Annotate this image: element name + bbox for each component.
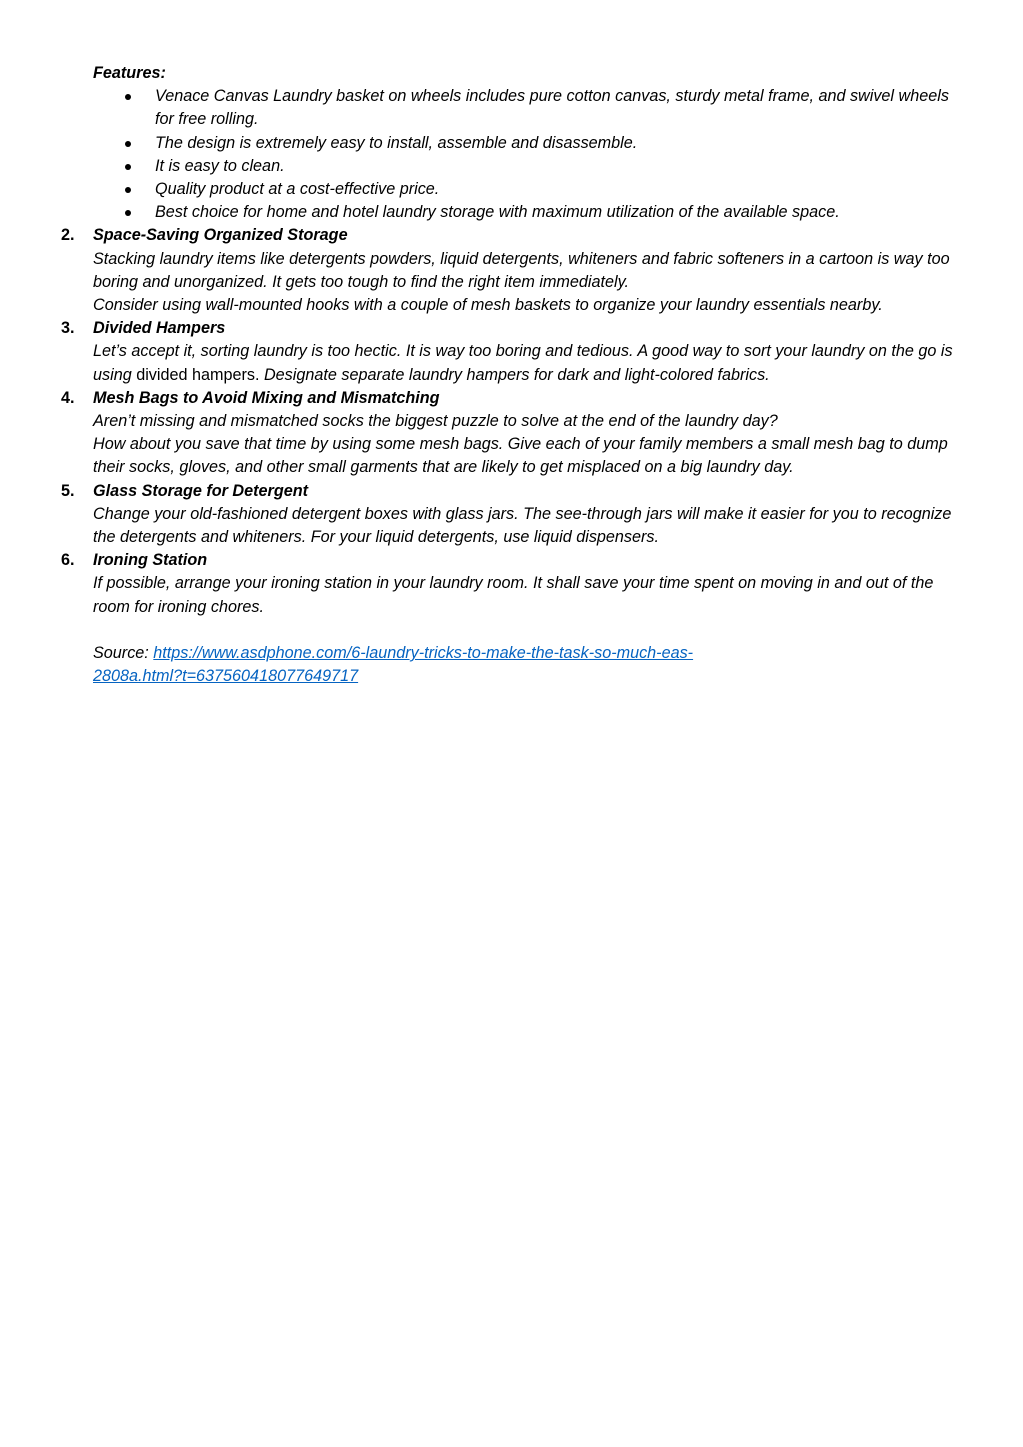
list-item [155, 155, 963, 178]
paragraph-text: Let’s accept it, sorting laundry is too hectic. It is way too boring and tedious. A good way to sort your laundry on the go is using [93, 342, 953, 384]
section-title: Divided Hampers [93, 319, 226, 338]
paragraph-text-upright: divided hampers. [136, 365, 260, 384]
list-item [155, 132, 963, 155]
list-item [155, 85, 963, 131]
section-number: 6. [61, 551, 75, 570]
bullet-icon [125, 94, 131, 100]
section-ironing-station [61, 549, 963, 619]
section-paragraph: Consider using wall-mounted hooks with a couple of mesh baskets to organize your laundry essentials nearby. [93, 296, 883, 315]
bullet-icon [125, 141, 131, 147]
section-mesh-bags [61, 387, 963, 480]
section-paragraph: Stacking laundry items like detergents powders, liquid detergents, whiteners and fabric softeners in a cartoon is way too boring and unorganized. It gets too tough to find the right item immediately. [93, 249, 950, 291]
features-list [93, 85, 963, 224]
section-paragraph: How about you save that time by using some mesh bags. Give each of your family members a small mesh bag to dump their socks, gloves, and other small garments that are likely to get misplaced on a big laundry day. [93, 435, 948, 477]
section-number: 5. [61, 481, 75, 500]
section-paragraph: Aren’t missing and mismatched socks the biggest puzzle to solve at the end of the laundry day? [93, 412, 778, 431]
section-paragraph [93, 340, 963, 386]
bullet-icon [125, 187, 131, 193]
source-url-line-1: https://www.asdphone.com/6-laundry-tricks-to-make-the-task-so-much-eas- [153, 644, 694, 663]
section-glass-storage [61, 480, 963, 550]
section-space-saving-storage [61, 224, 963, 317]
bullet-icon [125, 210, 131, 216]
paragraph-text: Designate separate laundry hampers for dark and light-colored fabrics. [259, 365, 770, 384]
features-heading: Features: [93, 64, 166, 82]
feature-text: Venace Canvas Laundry basket on wheels includes pure cotton canvas, sturdy metal frame, and swivel wheels for free rolling. [155, 87, 949, 129]
section-divided-hampers [61, 317, 963, 387]
section-title: Glass Storage for Detergent [93, 481, 308, 500]
source-label: Source: [93, 644, 154, 663]
source-citation [93, 642, 963, 688]
list-item [155, 201, 963, 224]
source-link[interactable] [93, 644, 693, 685]
section-paragraph: Change your old-fashioned detergent boxes with glass jars. The see-through jars will make it easier for you to recognize the detergents and whiteners. For your liquid detergents, use liquid dispensers. [93, 504, 952, 547]
feature-text: Best choice for home and hotel laundry storage with maximum utilization of the available space. [155, 203, 840, 222]
section-title: Space-Saving Organized Storage [93, 226, 348, 245]
section-number: 4. [61, 388, 75, 407]
section-title: Mesh Bags to Avoid Mixing and Mismatching [93, 388, 440, 407]
section-number: 3. [61, 319, 75, 338]
list-item [155, 178, 963, 201]
bullet-icon [125, 164, 131, 170]
section-number: 2. [61, 226, 75, 245]
feature-text: Quality product at a cost-effective price. [155, 180, 440, 199]
feature-text: It is easy to clean. [155, 156, 285, 175]
section-paragraph: If possible, arrange your ironing station in your laundry room. It shall save your time spent on moving in and out of the room for ironing chores. [93, 574, 934, 616]
feature-text: The design is extremely easy to install, assemble and disassemble. [155, 133, 638, 152]
document-content [61, 62, 963, 688]
source-url-line-2: 2808a.html?t=637560418077649717 [93, 667, 359, 686]
section-title: Ironing Station [93, 551, 208, 570]
